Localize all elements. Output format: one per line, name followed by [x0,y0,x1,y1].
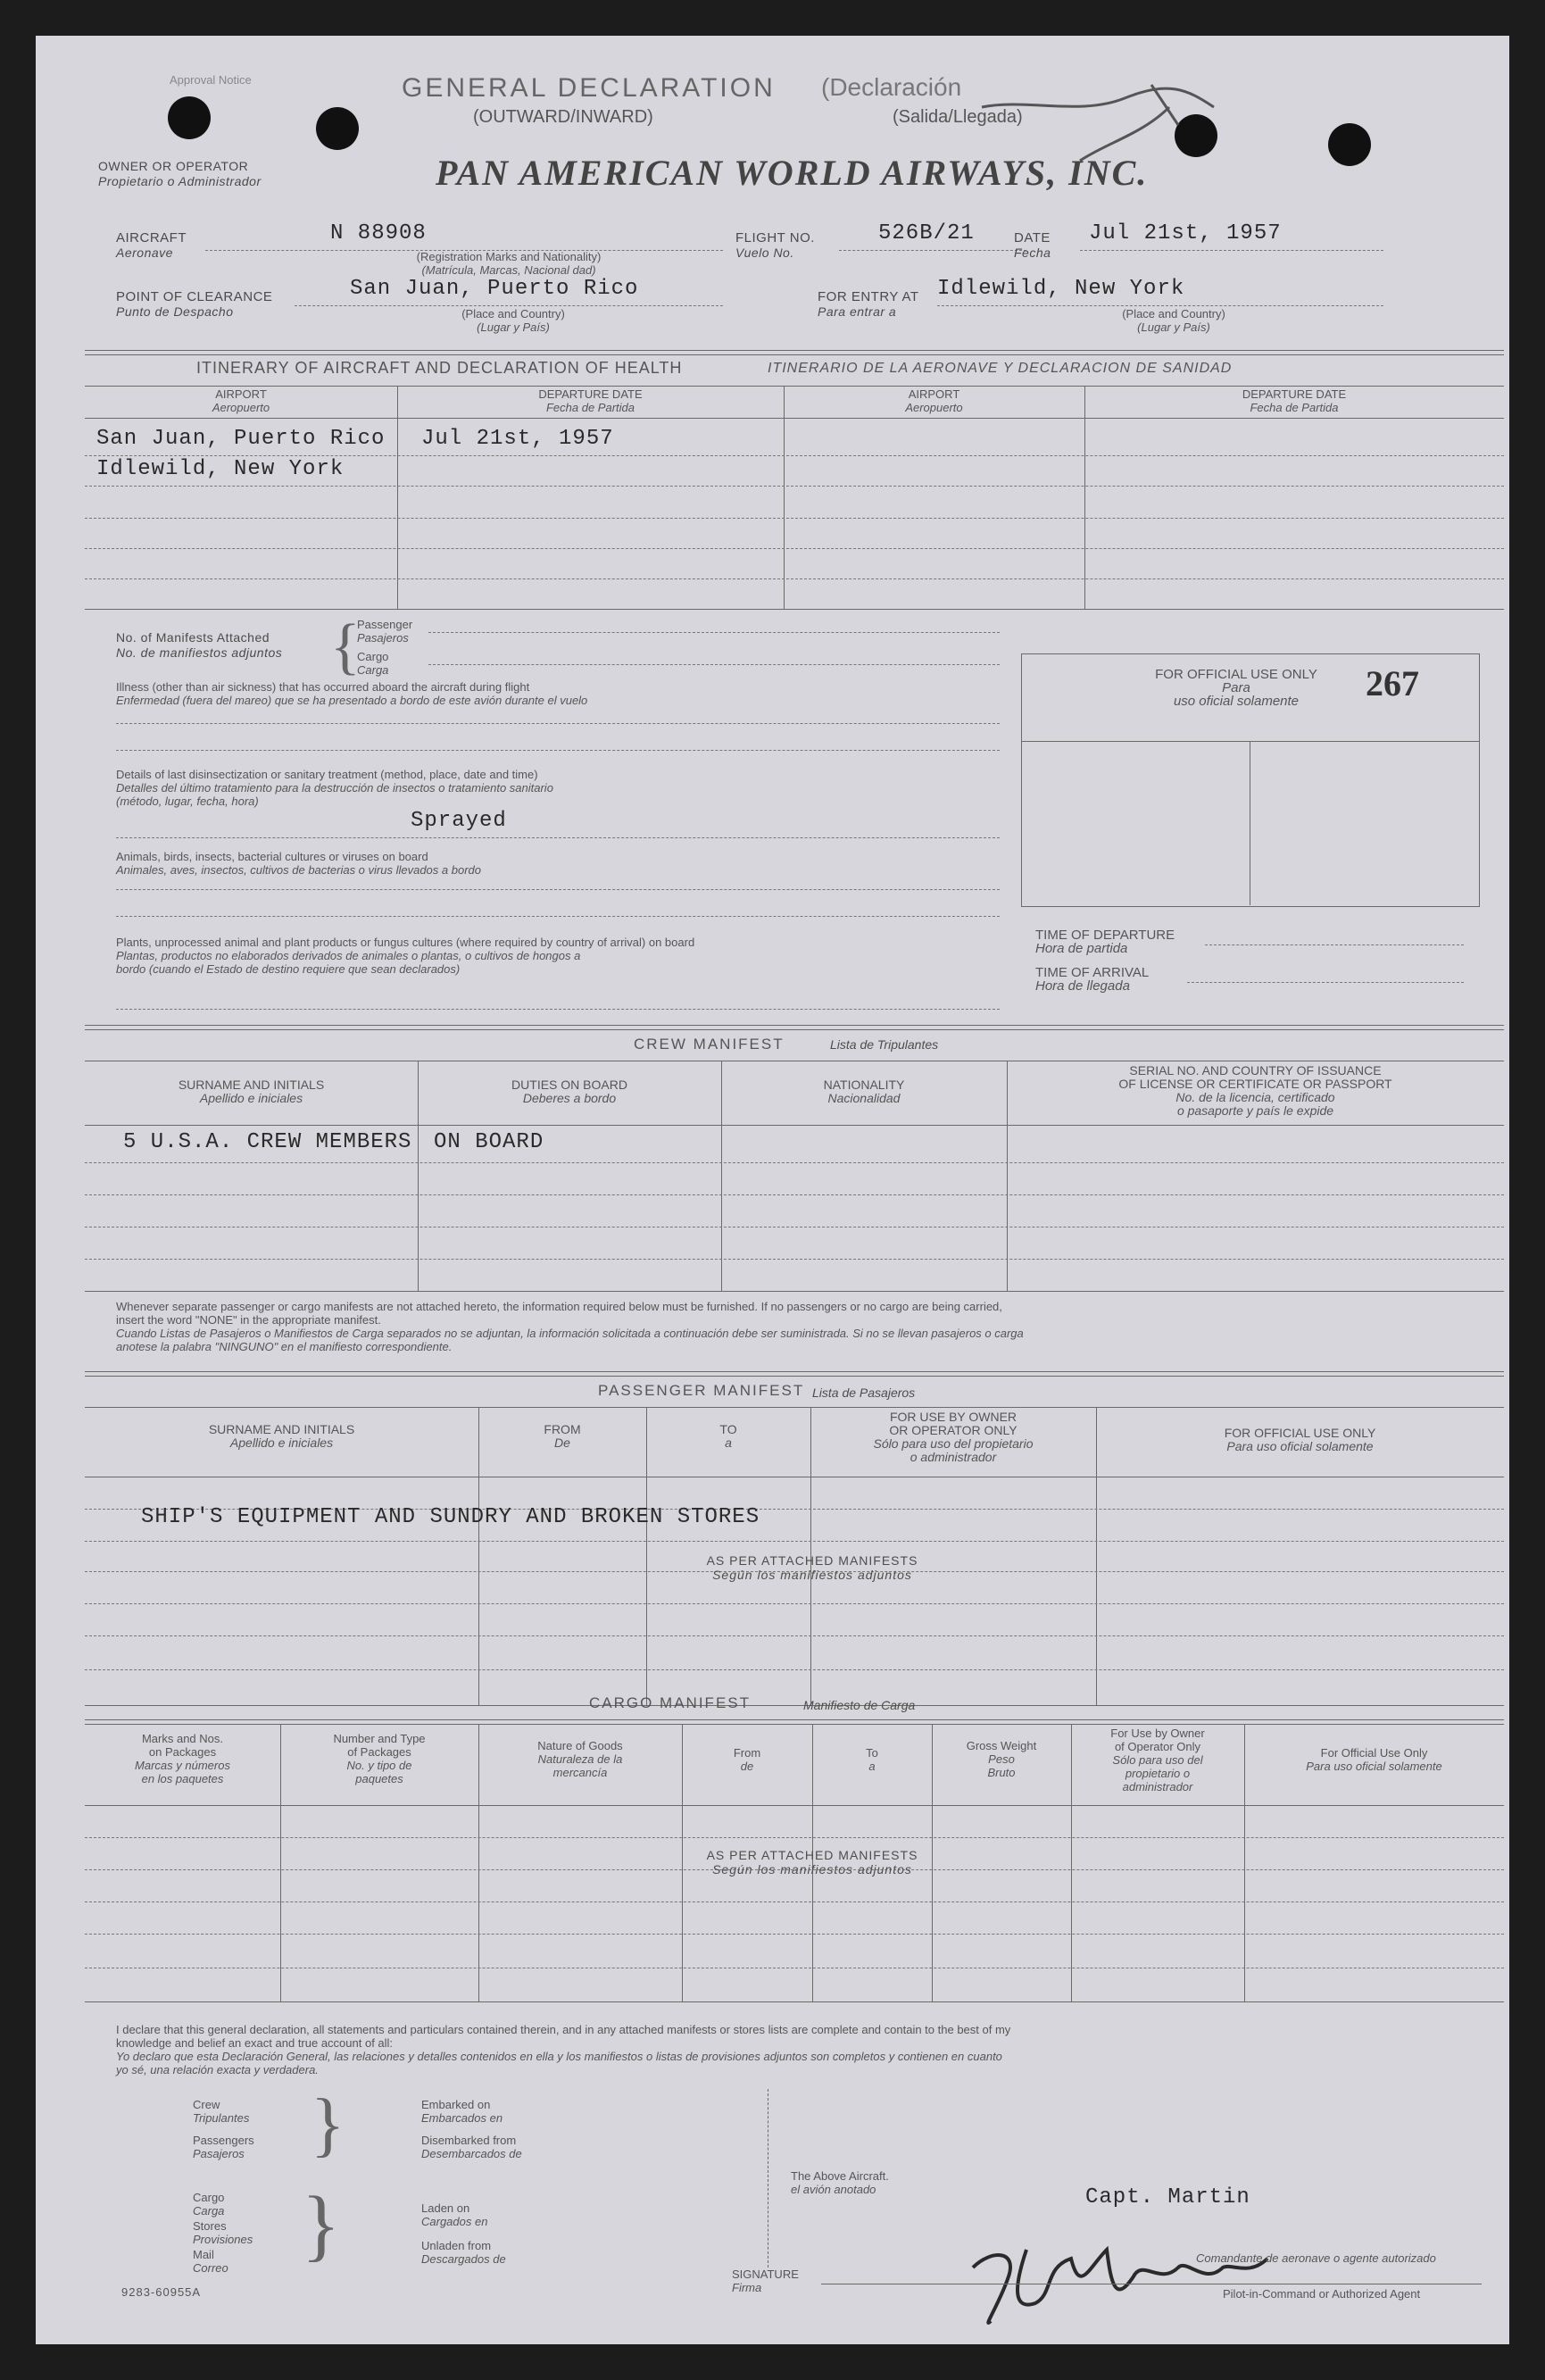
captain-name: Capt. Martin [1085,2185,1250,2209]
official-use-number: 267 [1366,663,1419,703]
cargo-col-number: Number and Type of Packages No. y tipo de paquetes [333,1732,426,1785]
itin-col-departure-2: DEPARTURE DATE Fecha de Partida [1242,387,1347,414]
passenger-label: Passenger Pasajeros [357,618,413,645]
clearance-label: POINT OF CLEARANCE Punto de Despacho [116,289,273,319]
stores-label: Stores Provisiones [193,2219,253,2246]
crew-row1-duty: ON BOARD [434,1130,544,1154]
manifest-notice: Whenever separate passenger or cargo manifests are not attached hereto, the information required below must be furnished. If no passengers or no cargo are being carried, insert the word "NONE" in the appropriate manifest. Cuando Listas de Pasajeros o Manifiestos de Carga separados no se adjuntan, la información solicitada a continuación debe ser suministrada. Si no se llevan pasajeros o carga anotese la palabra "NINGUNO" en el manifiesto correspondiente. [116,1300,1024,1353]
disinsect-label: Details of last disinsectization or sanitary treatment (method, place, date and time) Detalles del último tratamiento para la destrucción de insectos o tratamiento sanitario (método, lugar, fecha, hora) [116,768,553,808]
itinerary-title-es: ITINERARIO DE LA AERONAVE Y DECLARACION DE SANIDAD [768,361,1233,376]
crew-title: CREW MANIFEST [634,1036,785,1053]
commander-es: Comandante de aeronave o agente autorizado [1196,2251,1436,2265]
cargo-attached: AS PER ATTACHED MANIFESTS Según los manifiestos adjuntos [706,1848,918,1877]
flight-label: FLIGHT NO. Vuelo No. [735,230,815,260]
itin-col-departure-1: DEPARTURE DATE Fecha de Partida [538,387,643,414]
above-aircraft-label: The Above Aircraft. el avión anotado [791,2169,889,2196]
manifests-label: No. of Manifests Attached No. de manifiestos adjuntos [116,630,283,660]
itinerary-title: ITINERARY OF AIRCRAFT AND DECLARATION OF HEALTH [196,359,683,377]
entry-label: FOR ENTRY AT Para entrar a [818,289,919,319]
crew-col-serial: SERIAL NO. AND COUNTRY OF ISSUANCE OF LICENSE OR CERTIFICATE OR PASSPORT No. de la licencia, certificado o pasaporte y país le expide [1118,1063,1392,1118]
signature-label: SIGNATURE Firma [732,2268,799,2294]
laden-label: Laden on Cargados en [421,2201,488,2228]
animals-label: Animals, birds, insects, bacterial cultures or viruses on board Animales, aves, insectos, cultivos de bacterias o virus llevados a bordo [116,850,481,877]
clearance-value: San Juan, Puerto Rico [350,277,639,301]
flight-value: 526B/21 [878,221,975,245]
form-title-es: (Declaración [821,73,962,101]
punch-hole-4 [1328,123,1371,166]
crew-row1-name: 5 U.S.A. CREW MEMBERS [123,1130,412,1154]
pax-col-owner: FOR USE BY OWNER OR OPERATOR ONLY Sólo para uso del propietario o administrador [873,1410,1034,1464]
commander-label: Pilot-in-Command or Authorized Agent [1223,2287,1421,2301]
itin-col-airport-2: AIRPORT Aeropuerto [905,387,963,414]
owner-label: OWNER OR OPERATOR Propietario o Administrador [98,159,262,188]
cargo-col-to: To a [866,1746,878,1773]
declaration-text: I declare that this general declaration, all statements and particulars contained therein, and in any attached manifests or stores lists are complete and contain to the best of my knowledge and belief an exact and true account of all: Yo declaro que esta Declaración General, las relaciones y detalles contenidos en ella y los manifiestos o listas de provisiones adjuntos son completos y contienen en cuanto yo sé, una relación exacta y verdadera. [116,2023,1011,2076]
clearance-sub: (Place and Country) (Lugar y País) [461,307,565,334]
date-label: DATE Fecha [1014,230,1051,260]
form-title-es-sub: (Salida/Llegada) [893,107,1023,127]
crew-col-nationality: NATIONALITY Nacionalidad [823,1078,905,1105]
pax-col-to: TO a [719,1422,737,1450]
aircraft-sub: (Registration Marks and Nationality) (Matrícula, Marcas, Nacional dad) [416,250,602,277]
form-title-sub: (OUTWARD/INWARD) [473,107,653,127]
entry-value: Idlewild, New York [937,277,1185,301]
cargo-col-official: For Official Use Only Para uso oficial solamente [1306,1746,1442,1773]
pax-col-official: FOR OFFICIAL USE ONLY Para uso oficial solamente [1224,1426,1376,1453]
crew-title-es: Lista de Tripulantes [830,1037,939,1052]
crew-col-surname: SURNAME AND INITIALS Apellido e iniciales [178,1078,325,1105]
cargo-count-label: Cargo Carga [193,2191,225,2218]
form-number: 9283-60955A [121,2285,202,2299]
owner-value: PAN AMERICAN WORLD AIRWAYS, INC. [436,153,1149,193]
arrival-time-label: TIME OF ARRIVAL Hora de llegada [1035,965,1150,994]
mail-label: Mail Correo [193,2248,228,2275]
punch-hole-1 [168,96,211,139]
departure-time-label: TIME OF DEPARTURE Hora de partida [1035,928,1175,956]
passengers-count-label: Passengers Pasajeros [193,2134,254,2160]
pax-attached: AS PER ATTACHED MANIFESTS Según los manifiestos adjuntos [706,1553,918,1582]
form-title: GENERAL DECLARATION [402,73,776,103]
plants-label: Plants, unprocessed animal and plant products or fungus cultures (where required by country of arrival) on board Plantas, productos no elaborados derivados de animales o plantas, o cultivos de hongos a bordo (cuando el Estado de destino requiere que sean declarados) [116,936,695,976]
cargo-col-nature: Nature of Goods Naturaleza de la mercancía [537,1739,623,1779]
punch-hole-2 [316,107,359,150]
passenger-title: PASSENGER MANIFEST [598,1382,805,1399]
crew-col-duties: DUTIES ON BOARD Deberes a bordo [511,1078,627,1105]
itin-row1-date: Jul 21st, 1957 [421,427,614,451]
embarked-label: Embarked on Embarcados en [421,2098,503,2125]
cargo-col-marks: Marks and Nos. on Packages Marcas y números en los paquetes [135,1732,230,1785]
cargo-col-weight: Gross Weight Peso Bruto [966,1739,1037,1779]
unladen-label: Unladen from Descargados de [421,2239,506,2266]
pax-row1: SHIP'S EQUIPMENT AND SUNDRY AND BROKEN STORES [141,1505,760,1529]
passenger-title-es: Lista de Pasajeros [812,1386,916,1400]
disinsect-value: Sprayed [411,809,507,833]
official-use-label: FOR OFFICIAL USE ONLY Para uso oficial solamente [1155,667,1317,709]
date-value: Jul 21st, 1957 [1089,221,1282,245]
cargo-title: CARGO MANIFEST [589,1694,752,1711]
illness-label: Illness (other than air sickness) that has occurred aboard the aircraft during flight Enfermedad (fuera del mareo) que se ha presentado a bordo de este avión durante el vuelo [116,680,588,707]
cargo-title-es: Manifiesto de Carga [803,1698,916,1712]
crew-count-label: Crew Tripulantes [193,2098,250,2125]
declaration-form: Approval Notice GENERAL DECLARATION (OUTWARD/INWARD) (Declaración (Salida/Llegada) OWNER OR OPERATOR Propietario o Administrador PAN AMERICAN WORLD AIRWAYS, INC. AIRCRAFT Aeronave N 88908 (Registration Marks and Nationality) (Matrícula, Marcas, Nacional dad) FLIGHT NO. Vuelo No. 526B/21 DATE Fecha Jul 21st, 1957 POINT OF CLEARANCE Punto de Despacho San Juan, Puerto Rico (Place and Country) (Lugar y País) FOR ENTRY AT Para entrar a Idlewild, New York (Place and Country) (Lugar y País) ITINERARY OF AIRCRAFT AND DECLARATION OF HEALTH ITINERARIO DE LA AERONAVE Y DECLARACION DE SANIDAD AIRPORT Aeropuerto DEPARTURE DATE Fecha de Partida AIRPORT Aeropuerto DEPARTURE DATE Fecha de Partida San Juan, Puerto Rico Jul 21st, 1957 Idlewild, New York No. of Manifests Attached No. de manifiestos adjuntos { Passenger Pasajeros Cargo Carga Illness (other than air sickness) that has occurred aboard the aircraft during flight Enfermedad (fuera del mareo) que se ha presentado a bordo de este avión durante el vuelo Details of last disinsectization or sanitary treatment (method, place, date and time) Detalles del último tratamiento para la destrucción de insectos o tratamiento sanitario (método, lugar, fecha, hora) Sprayed Animals, birds, insects, bacterial cultures or viruses on board Animales, aves, insectos, cultivos de bacterias o virus llevados a bordo Plants, unprocessed animal and plant products or fungus cultures (where required by country of arrival) on board Plantas, productos no elaborados derivados de animales o plantas, o cultivos de hongos a bordo (cuando el Estado de destino requiere que sean declarados) FOR OFFICIAL USE ONLY Para uso oficial solamente 267 TIME OF DEPARTURE Hora de partida TIME OF ARRIVAL Hora de llegada CREW MANIFEST Lista de Tripulantes SURNAME AND INITIALS Apellido e iniciales DUTIES ON BOARD Deberes a bordo NATIONALITY Nacionalidad SERIAL NO. AND COUNTRY OF ISSUANCE OF LICENSE OR CERTIFICATE OR PASSPORT No. de la licencia, certificado o pasaporte y país le expide 5 U.S.A. CREW MEMBERS ON BOARD Whenever separate passenger or cargo manifests are not attached hereto, the information required below must be furnished. If no passengers or no cargo are being carried, insert the word "NONE" in the appropriate manifest. Cuando Listas de Pasajeros o Manifiestos de Carga separados no se adjuntan, la información solicitada a continuación debe ser suministrada. Si no se llevan pasajeros o carga anotese la palabra "NINGUNO" en el manifiesto correspondiente. PASSENGER MANIFEST Lista de Pasajeros SURNAME AND INITIALS Apellido e iniciales FROM De TO a FOR USE BY OWNER OR OPERATOR ONLY Sólo para uso del propietario o administrador FOR OFFICIAL USE ONLY Para uso oficial solamente SHIP'S EQUIPMENT AND SUNDRY AND BROKEN STORES AS PER ATTACHED MANIFESTS Según los manifiestos adjuntos CARGO MANIFEST Manifiesto de Carga Marks and Nos. on Packages Marcas y números en los paquetes Number and Type of Packages No. y tipo de paquetes Nature of Goods Naturaleza de la mercancía From de To a Gross Weight Peso Bruto For Use by Owner of Operator Only Sólo para uso del propietario o administrador For Official Use Only Para uso oficial solamente AS PER ATTACHED MANIFESTS Según los manifiestos adjuntos I declare that this general declaration, all statements and particulars contained therein, and in any attached manifests or stores lists are complete and contain to the best of my knowledge and belief an exact and true account of all: Yo declaro que esta Declaración General, las relaciones y detalles contenidos en ella y los manifiestos o listas de provisiones adjuntos son completos y contienen en cuanto yo sé, una relación exacta y verdadera. Crew Tripulantes Passengers Pasajeros } Embarked on Embarcados en Disembarked from Desembarcados de Cargo Carga Stores Provisiones Mail Correo } Laden on Cargados en Unladen from Descargados de The Above Aircraft. el avión anotado Capt. Martin SIGNATURE Firma Comandante de aeronave o agente autorizado Pilot-in-Command or Authorized Agent 9283-60955A [36,36,1509,2344]
cargo-label: Cargo Carga [357,650,389,677]
cargo-col-from: From de [733,1746,761,1773]
aircraft-label: AIRCRAFT Aeronave [116,230,187,260]
disembarked-label: Disembarked from Desembarcados de [421,2134,522,2160]
approval-notice: Approval Notice [170,73,252,87]
entry-sub: (Place and Country) (Lugar y País) [1122,307,1225,334]
captain-signature [955,2214,1294,2339]
itin-row2-airport: Idlewild, New York [96,457,345,481]
pax-col-surname: SURNAME AND INITIALS Apellido e iniciales [208,1422,355,1450]
pax-col-from: FROM De [544,1422,581,1450]
cargo-col-owner: For Use by Owner of Operator Only Sólo para uso del propietario o administrador [1110,1727,1205,1793]
itin-col-airport-1: AIRPORT Aeropuerto [212,387,270,414]
itin-row1-airport: San Juan, Puerto Rico [96,427,386,451]
aircraft-value: N 88908 [330,221,427,245]
